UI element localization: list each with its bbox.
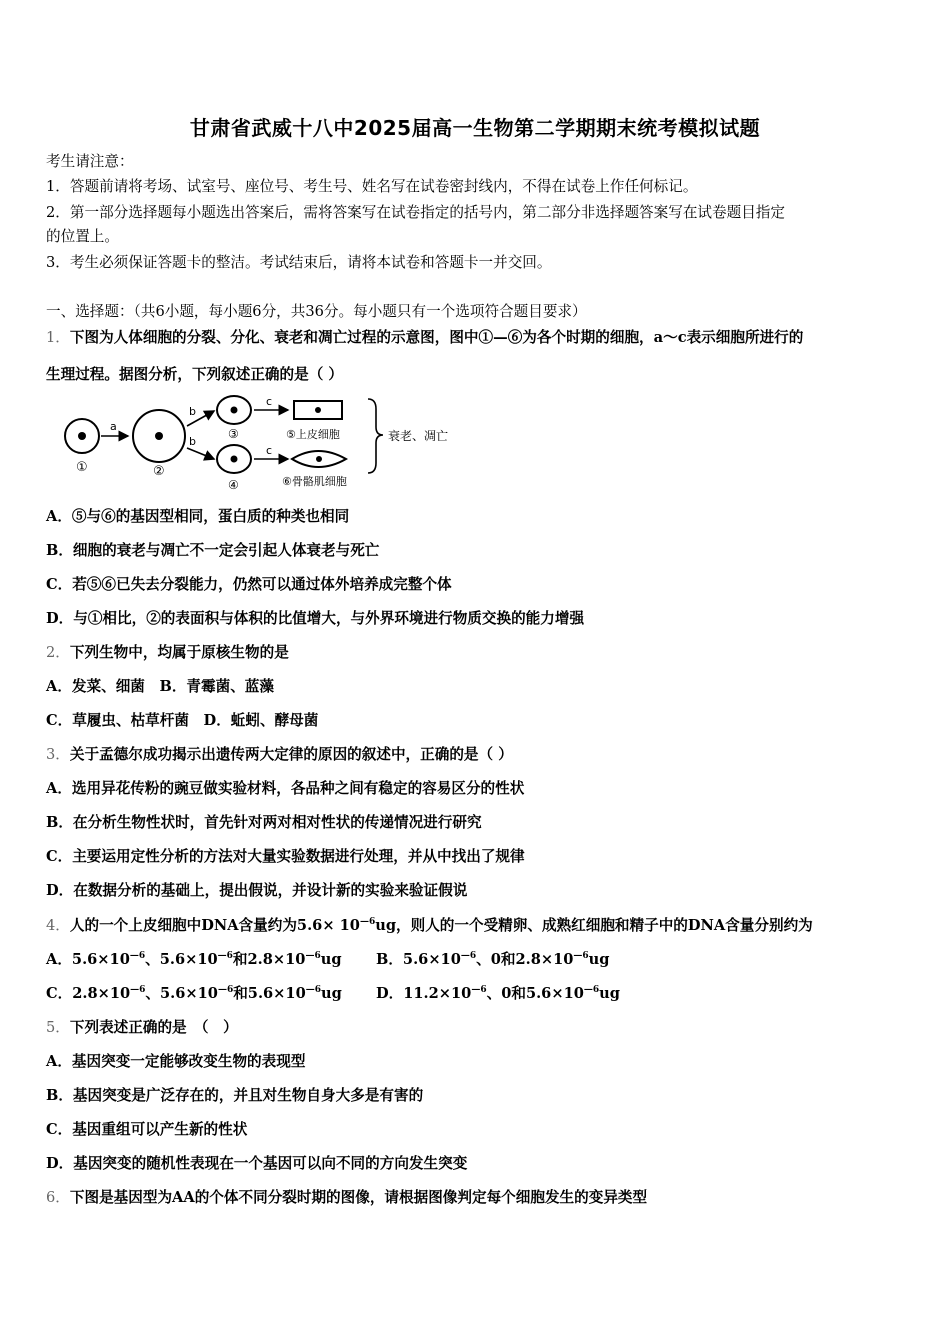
option: D．在数据分析的基础上，提出假说，并设计新的实验来验证假说	[46, 882, 468, 899]
arrow-c-upper-label: c	[266, 395, 273, 408]
page-title: 甘肃省武威十八中2025届高一生物第二学期期末统考模拟试题	[189, 116, 761, 140]
question-5-stem: 5．下列表述正确的是 （ ）	[46, 1019, 238, 1036]
question-number: 2．	[46, 644, 70, 661]
question-3-stem: 3．关于孟德尔成功揭示出遗传两大定律的原因的叙述中，正确的是（ ）	[46, 746, 513, 763]
option: B．$5.6\times 10^{—6}$、0和$2.8\times 10^{—6}ug$	[376, 951, 610, 968]
cell-5-label: ⑤上皮细胞	[286, 428, 340, 441]
question-6-stem: 6．下图是基因型为AA的个体不同分裂时期的图像，请根据图像判定每个细胞发生的变异类型	[46, 1189, 648, 1206]
option: B．细胞的衰老与凋亡不一定会引起人体衰老与死亡	[46, 542, 380, 559]
cell-6-muscle	[292, 451, 346, 467]
option: D．与①相比，②的表面积与体积的比值增大，与外界环境进行物质交换的能力增强	[46, 610, 585, 627]
question-number: 6．	[46, 1189, 70, 1206]
option: A．基因突变一定能够改变生物的表现型	[46, 1053, 306, 1070]
cell-5-epithelial	[294, 401, 342, 419]
section-heading: 一、选择题：（共6小题，每小题6分，共36分。每小题只有一个选项符合题目要求）	[46, 303, 587, 320]
option-row	[46, 984, 620, 1004]
question-number: 3．	[46, 746, 70, 763]
arrow-a-label: a	[110, 420, 117, 433]
option: A．$5.6\times 10^{—6}$、$5.6\times 10^{—6}$和$2.8\times 10^{—6}ug$	[46, 951, 342, 968]
cell-4	[217, 445, 251, 473]
brace	[368, 399, 383, 473]
cell-6-label: ⑥骨骼肌细胞	[282, 475, 347, 488]
question-number: 4．	[46, 917, 70, 934]
option: A．选用异花传粉的豌豆做实验材料，各品种之间有稳定的容易区分的性状	[46, 780, 525, 797]
notice-heading: 考生请注意：	[46, 153, 134, 170]
option: A．⑤与⑥的基因型相同，蛋白质的种类也相同	[46, 508, 350, 525]
cell-2-label: ②	[153, 464, 165, 479]
notice-item: 2．第一部分选择题每小题选出答案后，需将答案写在试卷指定的括号内，第二部分非选择题答案写在试卷题目指定	[46, 204, 785, 221]
arrow-b-lower-label: b	[189, 435, 196, 448]
cell-3	[217, 396, 251, 424]
question-number: 1．	[46, 329, 70, 346]
notice-item: 1．答题前请将考场、试室号、座位号、考生号、姓名写在试卷密封线内，不得在试卷上作任何标记。	[46, 178, 698, 195]
cell-2	[133, 410, 185, 462]
option: C．主要运用定性分析的方法对大量实验数据进行处理，并从中找出了规律	[46, 848, 525, 865]
option: C．若⑤⑥已失去分裂能力，仍然可以通过体外培养成完整个体	[46, 576, 452, 593]
option-row	[46, 950, 610, 970]
cell-3-label: ③	[228, 427, 239, 441]
option: D．$11.2\times 10^{—6}$、0和$5.6\times 10^{—6}ug$	[376, 985, 620, 1002]
cell-4-label: ④	[228, 478, 239, 492]
option: B．在分析生物性状时，首先针对两对相对性状的传递情况进行研究	[46, 814, 482, 831]
question-1-stem: 1．下图为人体细胞的分裂、分化、衰老和凋亡过程的示意图，图中①—⑥为各个时期的细胞，a～c表示细胞所进行的	[46, 329, 804, 346]
notice-item: 3．考生必须保证答题卡的整洁。考试结束后，请将本试卷和答题卡一并交回。	[46, 254, 552, 271]
notice-item: 的位置上。	[46, 228, 119, 245]
option: C．基因重组可以产生新的性状	[46, 1121, 248, 1138]
arrow-c-lower-label: c	[266, 444, 273, 457]
cell-1-label: ①	[76, 460, 88, 475]
question-2-stem: 2．下列生物中，均属于原核生物的是	[46, 644, 289, 661]
question-4-stem: 4．人的一个上皮细胞中DNA含量约为$5.6\times 10^{—6}ug$，则人的一个受精卵、成熟红细胞和精子中的DNA含量分别约为	[46, 917, 813, 934]
option: A．发菜、细菌 B．青霉菌、蓝藻	[46, 678, 274, 695]
brace-label: 衰老、凋亡	[388, 429, 449, 443]
cell-1	[65, 419, 99, 453]
option: D．基因突变的随机性表现在一个基因可以向不同的方向发生突变	[46, 1155, 468, 1172]
arrow-b-lower	[187, 448, 214, 459]
option: C．$2.8\times 10^{—6}$、$5.6\times 10^{—6}$和$5.6\times 10^{—6}ug$	[46, 985, 342, 1002]
option: C．草履虫、枯草杆菌 D．蚯蚓、酵母菌	[46, 712, 319, 729]
option: B．基因突变是广泛存在的，并且对生物自身大多是有害的	[46, 1087, 424, 1104]
arrow-b-upper-label: b	[189, 405, 196, 418]
cell-process-diagram	[56, 393, 476, 495]
question-number: 5．	[46, 1019, 70, 1036]
question-1-stem-cont: 生理过程。据图分析，下列叙述正确的是（ ）	[46, 366, 343, 383]
